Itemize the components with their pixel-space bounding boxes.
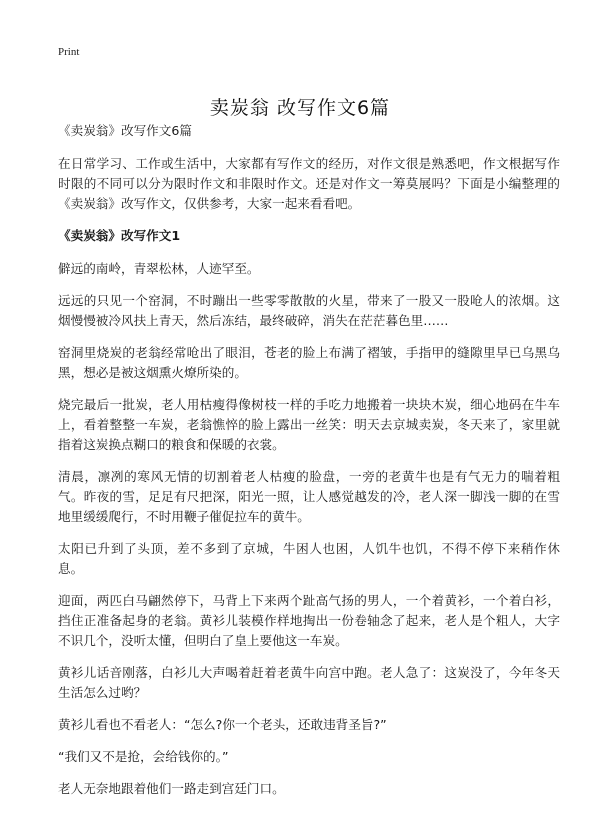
article-body (58, 121, 560, 811)
body-paragraph: 黄衫儿话音刚落，白衫儿大声喝着赶着老黄牛向宫中跑。老人急了：这炭没了，今年冬天生活怎么过哟？ (58, 665, 560, 700)
document-subtitle: 《卖炭翁》改写作文6篇 (58, 123, 192, 138)
body-paragraph: 僻远的南岭，青翠松林，人迹罕至。 (58, 261, 260, 276)
body-paragraph: 远远的只见一个窑洞，不时蹦出一些零零散散的火星，带来了一股又一股呛人的浓烟。这烟慢慢被冷风扶上青天，然后冻结，最终破碎，消失在茫茫暮色里…… (58, 293, 560, 328)
page-title: 卖炭翁 改写作文6篇 (209, 96, 391, 119)
body-paragraph: 烧完最后一批炭，老人用枯瘦得像树枝一样的手吃力地搬着一块块木炭，细心地码在牛车上，看着整整一车炭，老翁憔悴的脸上露出一丝笑：明天去京城卖炭，冬天来了，家里就指着这炭换点糊口的粮食和保暖的衣裳。 (58, 397, 560, 452)
body-paragraph: 太阳已升到了头顶，差不多到了京城，牛困人也困，人饥牛也饥，不得不停下来稍作休息。 (58, 541, 560, 576)
print-label: Print (58, 46, 80, 58)
body-paragraph: 窑洞里烧炭的老翁经常呛出了眼泪，苍老的脸上布满了褶皱，手指甲的缝隙里早已乌黑乌黑，想必是被这烟熏火燎所染的。 (58, 345, 560, 380)
body-paragraph: 清晨，凛冽的寒风无情的切割着老人枯瘦的脸盘，一旁的老黄牛也是有气无力的喘着粗气。昨夜的雪，足足有尺把深，阳光一照，让人感觉越发的冷，老人深一脚浅一脚的在雪地里缓缓爬行，不时用鞭子催促拉车的黄牛。 (58, 469, 560, 524)
body-paragraph: “我们又不是抢，会给钱你的。” (58, 749, 229, 764)
body-paragraph: 老人无奈地跟着他们一路走到宫廷门口。 (58, 781, 285, 796)
body-paragraph: 黄衫儿看也不看老人：“怎么?你一个老头，还敢违背圣旨?” (58, 717, 387, 732)
section-heading: 《卖炭翁》改写作文1 (58, 228, 181, 243)
body-paragraph: 迎面，两匹白马翩然停下，马背上下来两个趾高气扬的男人，一个着黄衫，一个着白衫，挡住正准备起身的老翁。黄衫儿装模作样地掏出一份卷轴念了起来，老人是个粗人，大字不识几个，没听太懂，但明白了皇上要他这一车炭。 (58, 593, 560, 648)
intro-paragraph: 在日常学习、工作或生活中，大家都有写作文的经历，对作文很是熟悉吧，作文根据写作时限的不同可以分为限时作文和非限时作文。还是对作文一筹莫展吗？下面是小编整理的《卖炭翁》改写作文，仅供参考，大家一起来看看吧。 (58, 156, 560, 211)
